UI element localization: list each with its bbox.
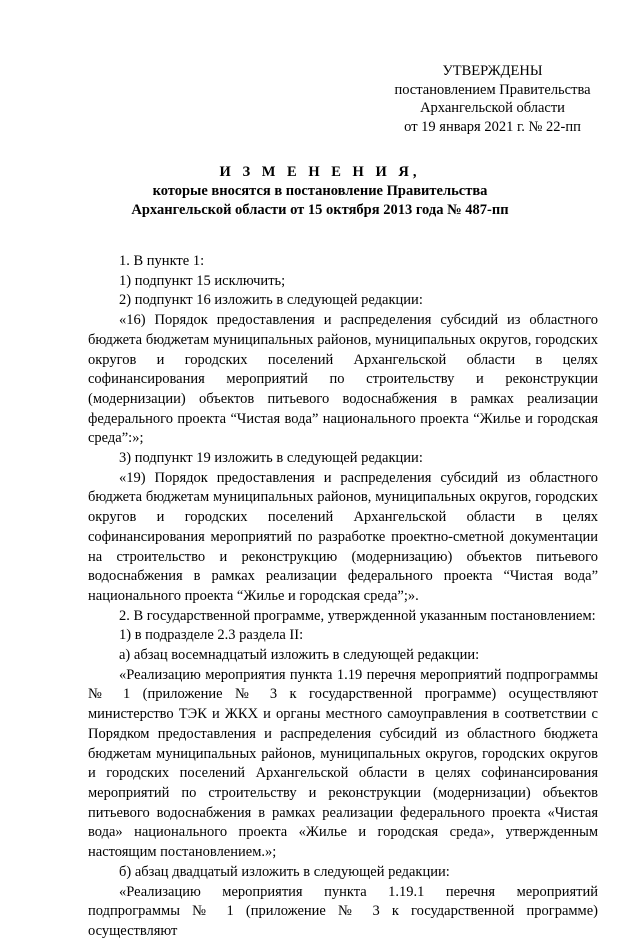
- title-subline-1: которые вносятся в постановление Правительства: [152, 183, 488, 199]
- document-title: [60, 163, 580, 220]
- document-body: [88, 252, 598, 942]
- paragraph: 1) в подразделе 2.3 раздела II:: [119, 627, 304, 644]
- paragraph: 2) подпункт 16 изложить в следующей редакции:: [119, 292, 423, 309]
- paragraph: «16) Порядок предоставления и распределения субсидий из областного бюджета бюджетам муниципальных районов, муниципальных округов, городских округов и городских поселений Архангельской области в целях софинансирования мероприятий по строительству и реконструкции (модернизации) объектов питьевого водоснабжения в рамках реализации федерального проекта “Чистая вода” национального проекта “Жилье и городская среда”:»;: [88, 312, 598, 447]
- paragraph: «19) Порядок предоставления и распределения субсидий из областного бюджета бюджетам муниципальных районов, муниципальных округов, городских округов и городских поселений Архангельской области в целях софинансирования мероприятий по разработке проектно-сметной документации на строительство и реконструкцию (модернизацию) объектов питьевого водоснабжения в рамках реализации федерального проекта “Чистая вода” национального проекта “Жилье и городская среда”;».: [88, 469, 598, 604]
- paragraph: а) абзац восемнадцатый изложить в следующей редакции:: [119, 647, 480, 664]
- title-subline-2: Архангельской области от 15 октября 2013 года № 487-пп: [131, 202, 509, 218]
- paragraph: «Реализацию мероприятия пункта 1.19.1 перечня мероприятий подпрограммы № 1 (приложение № 3 к государственной программе) осуществляют: [88, 883, 598, 939]
- paragraph: 1. В пункте 1:: [119, 253, 205, 269]
- title-heading: И З М Е Н Е Н И Я,: [219, 164, 421, 180]
- paragraph: 2. В государственной программе, утвержденной указанным постановлением:: [119, 607, 596, 624]
- approval-line-by-resolution: постановлением Правительства: [394, 81, 591, 98]
- approval-stamp: [380, 62, 605, 136]
- approval-line-region: Архангельской области: [420, 100, 565, 116]
- paragraph: 3) подпункт 19 изложить в следующей редакции:: [119, 450, 423, 467]
- paragraph: 1) подпункт 15 исключить;: [119, 272, 286, 289]
- approval-line-date-number: от 19 января 2021 г. № 22-пп: [404, 118, 581, 135]
- paragraph: б) абзац двадцатый изложить в следующей редакции:: [119, 863, 450, 880]
- approval-line-approved: УТВЕРЖДЕНЫ: [442, 63, 543, 79]
- paragraph: «Реализацию мероприятия пункта 1.19 перечня мероприятий подпрограммы № 1 (приложение № 3 к государственной программе) осуществляют министерство ТЭК и ЖКХ и органы местного самоуправления в соответствии с Порядком предоставления и распределения субсидий из областного бюджета бюджетам муниципальных районов, муниципальных округов, городских округов и городских поселений Архангельской области в целях софинансирования мероприятий по строительству и реконструкции (модернизации) объектов питьевого водоснабжения в рамках реализации федерального проекта «Чистая вода» национального проекта «Жилье и городская среда», утвержденным настоящим постановлением.»;: [88, 666, 598, 861]
